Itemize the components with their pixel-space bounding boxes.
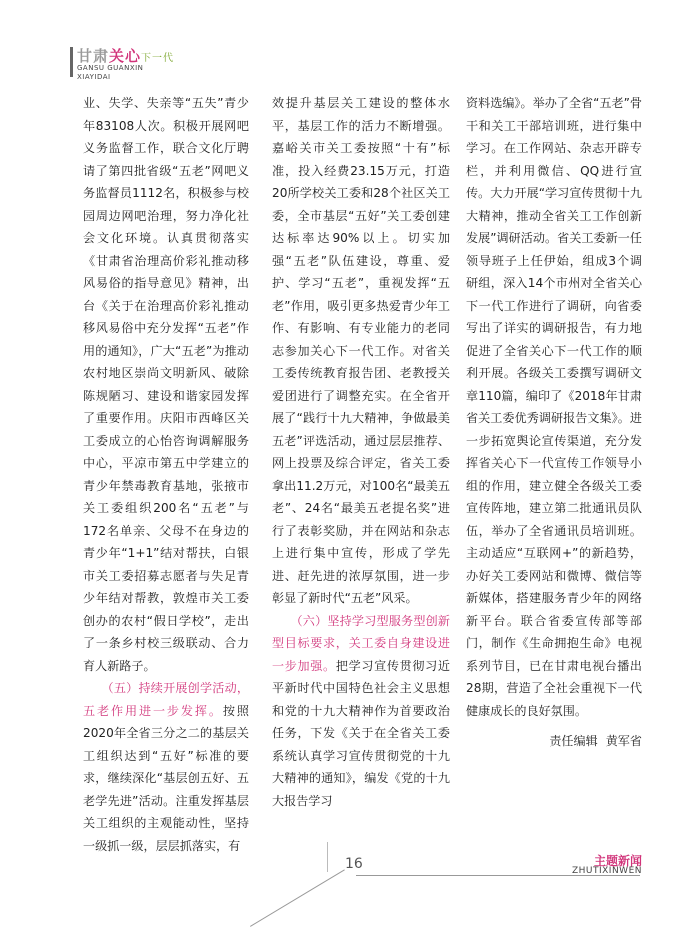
editor-name: 黄军省 xyxy=(605,734,642,748)
body-text: 把学习宣传贯彻习近平新时代中国特色社会主义思想和党的十九大精神作为首要政治任务，下发《关于在全省关工委系统认真学习宣传贯彻党的十九大精神的通知》，编发《党的十九大报告学习 xyxy=(272,658,450,808)
page-number: 16 xyxy=(345,856,363,872)
decorative-line xyxy=(250,869,345,927)
section-heading: （五）持续开展创学活动，五老作用进一步发挥。 xyxy=(83,681,249,718)
section-name: 主题新闻 xyxy=(593,854,642,868)
logo-bar xyxy=(70,47,73,77)
logo-en-line-2: XIAYIDAI xyxy=(77,73,111,81)
editor-credit xyxy=(466,730,642,753)
text-column-2 xyxy=(272,92,450,812)
paragraph xyxy=(466,92,642,722)
logo-part-3: 下一代 xyxy=(141,53,175,64)
body-text: 按照2020年全省三分之二的基层关工组织达到“五好”标准的要求，继续深化“基层创五好、五老学先进”活动。注重发挥基层关工组织的主观能动性，坚持一级抓一级，层层抓落实，有 xyxy=(83,703,249,853)
logo-part-2: 关心 xyxy=(109,47,142,65)
paragraph xyxy=(83,92,249,677)
body-text: 效提升基层关工建设的整体水平，基层工作的活力不断增强。嘉峪关市关工委按照“十有”标准，投入经费23.15万元，打造 20所学校关工委和28个社区关工委，全市基层“五好”关工委创建达标率达90%以上。切实加强“五老”队伍建设，尊重、爱护、学习“五老”，重视发挥“五老”作用，吸引更多热爱青少年工作、有影响、有专业能力的老同志参加关心下一代工作。对省关工委传统教育报告团、老教授关爱团进行了调整充实。在全省开展了“践行十九大精神，争做最美五老”评选活动，通过层层推荐、网上投票及综合评定，省关工委拿出11.2万元，对100名“最美五老”、24名“最美五老提名奖”进行了表彰奖励，并在网站和杂志上进行集中宣传，形成了学先进、赶先进的浓厚氛围，进一步彰显了新时代“五老”风采。 xyxy=(272,96,450,605)
logo-en-line-1: GANSU GUANXIN xyxy=(77,64,144,72)
text-column-3 xyxy=(466,92,642,753)
editor-label: 责任编辑 xyxy=(549,734,598,748)
section-name-en: ZHUTIXINWEN xyxy=(571,866,642,876)
body-text: 业、失学、失亲等“五失”青少年83108人次。积极开展网吧义务监督工作，联合文化厅聘请了第四批省级“五老”网吧义务监督员1112名，积极参与校园周边网吧治理，努力净化社会文化环境。认真贯彻落实《甘肃省治理高价彩礼推动移风易俗的指导意见》精神，出台《关于在治理高价彩礼推动移风易俗中充分发挥“五老”作用的通知》，广大“五老”为推动农村地区崇尚文明新风、破除陈规陋习、建设和谐家园发挥了重要作用。庆阳市西峰区关工委成立的心怡咨询调解服务中心，平凉市第五中学建立的青少年禁毒教育基地，张掖市关工委组织200名“五老”与172名单亲、父母不在身边的青少年“1+1”结对帮扶，白银市关工委招募志愿者与失足青少年结对帮教，敦煌市关工委创办的农村“假日学校”，走出了一条乡村校三级联动、合力育人新路子。 xyxy=(83,96,249,673)
logo-chinese xyxy=(77,45,174,66)
paragraph xyxy=(272,92,450,610)
paragraph xyxy=(83,677,249,857)
logo-english xyxy=(77,64,143,82)
paragraph xyxy=(272,610,450,813)
text-column-1 xyxy=(83,92,249,857)
logo-part-1: 甘肃 xyxy=(77,47,110,65)
divider xyxy=(327,842,328,872)
magazine-logo xyxy=(70,45,180,90)
body-text: 资料选编》。举办了全省“五老”骨干和关工干部培训班，进行集中学习。在工作网站、杂志开辟专栏，并利用微信、QQ进行宣传。大力开展“学习宣传贯彻十九大精神，推动全省关工工作创新发展”调研活动。省关工委新一任领导班子上任伊始，组成3个调研组，深入14个市州对全省关心下一代工作进行了调研，向省委写出了详实的调研报告，有力地促进了全省关心下一代工作的顺利开展。各级关工委撰写调研文章110篇，编印了《2018年甘肃省关工委优秀调研报告文集》。进一步拓宽舆论宣传渠道，充分发挥省关心下一代宣传工作领导小组的作用，建立健全各级关工委宣传阵地，建立第二批通讯员队伍，举办了全省通讯员培训班。主动适应“互联网+”的新趋势，办好关工委网站和微博、微信等新媒体，搭建服务青少年的网络新平台。联合省委宣传部等部门，制作《生命拥抱生命》电视系列节目，已在甘肃电视台播出28期，营造了全社会重视下一代健康成长的良好氛围。 xyxy=(466,96,642,718)
section-heading: （六）坚持学习型服务型创新型目标要求，关工委自身建设进一步加强。 xyxy=(272,613,450,673)
